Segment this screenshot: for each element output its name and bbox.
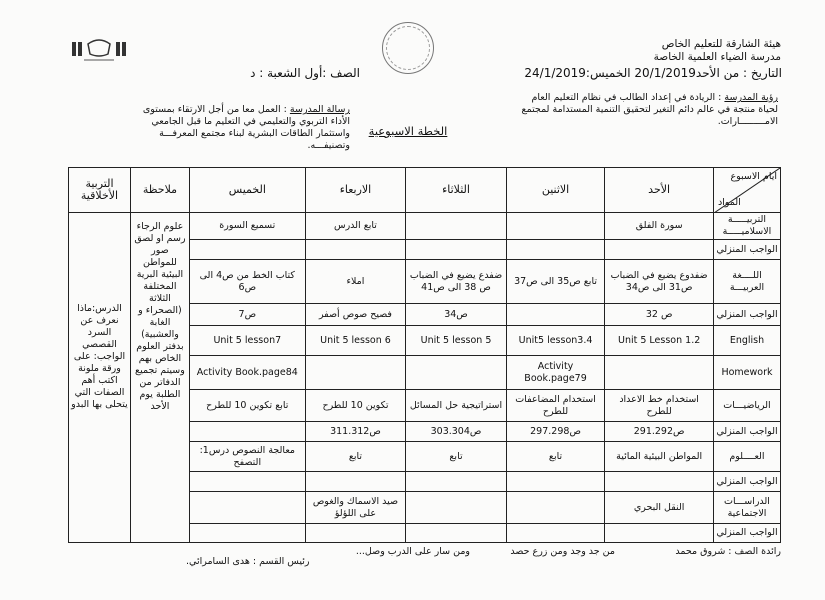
uae-emblem-logo bbox=[70, 38, 128, 64]
plan-cell: استراتيجية حل المسائل bbox=[406, 390, 507, 422]
plan-cell: Unit 5 Lesson 1.2 bbox=[605, 326, 714, 356]
plan-cell bbox=[189, 472, 305, 492]
school-mission bbox=[138, 104, 350, 152]
plan-cell: تابع ص35 الى ص37 bbox=[506, 260, 605, 304]
plan-cell bbox=[189, 524, 305, 543]
mission-text: : العمل معا من أجل الارتقاء بمستوى الأداء التربوي والتعليمي في التعليم ما قبل الجامعي واستثمار الطاقات البشرية لبناء مجتمع المعرفـــة وتصنيفـــه. bbox=[142, 104, 350, 151]
plan-cell: استخدام خط الاعداد للطرح bbox=[605, 390, 714, 422]
plan-cell: تكوين 10 للطرح bbox=[305, 390, 406, 422]
plan-cell: استخدام المضاعفات للطرح bbox=[506, 390, 605, 422]
plan-cell: سورة الفلق bbox=[605, 213, 714, 240]
plan-cell bbox=[506, 472, 605, 492]
plan-cell bbox=[189, 422, 305, 442]
plan-cell bbox=[305, 356, 406, 390]
subject-cell: الدراســـات الاجتماعية bbox=[713, 492, 780, 524]
plan-cell: كتاب الخط من ص4 الى ص6 bbox=[189, 260, 305, 304]
corner-subjects-label: المواد bbox=[717, 197, 741, 208]
mission-label: رسالة المدرسة bbox=[289, 104, 350, 115]
plan-cell bbox=[506, 213, 605, 240]
plan-cell: تابع تكوين 10 للطرح bbox=[189, 390, 305, 422]
plan-cell: Unit 5 lesson 6 bbox=[305, 326, 406, 356]
subject-cell: الواجب المنزلي bbox=[713, 472, 780, 492]
plan-cell bbox=[605, 524, 714, 543]
day-header-wednesday: الاربعاء bbox=[305, 168, 406, 213]
date-range: التاريخ : من الأحد20/1/2019 الخميس:24/1/2019 bbox=[524, 66, 782, 80]
plan-cell: Activity Book.page84 bbox=[189, 356, 305, 390]
plan-cell: ص311.312 bbox=[305, 422, 406, 442]
plan-cell: Unit 5 lesson7 bbox=[189, 326, 305, 356]
moral-education-cell: الدرس:ماذا نعرف عن السرد القصصي الواجب: على ورقة ملونة اكتب أهم الصفات التي يتحلى بها البدو bbox=[69, 213, 131, 543]
plan-cell bbox=[406, 240, 507, 260]
subject-cell: English bbox=[713, 326, 780, 356]
school-name: مدرسة الضياء العلمية الخاصة bbox=[653, 51, 781, 63]
plan-cell: ص 32 bbox=[605, 304, 714, 326]
school-vision bbox=[510, 92, 778, 128]
plan-cell: ص7 bbox=[189, 304, 305, 326]
day-header-sunday: الأحد bbox=[605, 168, 714, 213]
class-teacher: رائدة الصف : شروق محمد bbox=[675, 546, 781, 557]
plan-cell bbox=[605, 240, 714, 260]
table-header-row bbox=[69, 168, 781, 213]
day-header-thursday: الخميس bbox=[189, 168, 305, 213]
plan-cell: املاء bbox=[305, 260, 406, 304]
department-head: رئيس القسم : هدى السامرائي. bbox=[186, 556, 310, 567]
plan-cell bbox=[506, 240, 605, 260]
subject-cell: الواجب المنزلي bbox=[713, 524, 780, 543]
plan-cell bbox=[189, 492, 305, 524]
plan-cell: النقل البحري bbox=[605, 492, 714, 524]
plan-cell: المواطن البيئية المائية bbox=[605, 442, 714, 472]
weekly-plan-table bbox=[68, 167, 781, 543]
moral-education-header: التربية الأخلاقية bbox=[69, 168, 131, 213]
corner-days-label: ايام الاسبوع bbox=[730, 171, 777, 182]
plan-cell bbox=[305, 472, 406, 492]
subject-cell: Homework bbox=[713, 356, 780, 390]
table-row bbox=[69, 213, 781, 240]
plan-cell: معالجة النصوص درس1: التصفح bbox=[189, 442, 305, 472]
plan-cell bbox=[605, 472, 714, 492]
vision-label: رؤية المدرسة bbox=[724, 92, 778, 103]
plan-cell: ص303.304 bbox=[406, 422, 507, 442]
corner-header-cell bbox=[713, 168, 780, 213]
proverb-first: من جد وجد ومن زرع حصد bbox=[510, 546, 615, 557]
plan-cell bbox=[406, 472, 507, 492]
plan-cell: ص297.298 bbox=[506, 422, 605, 442]
day-header-monday: الاثنين bbox=[506, 168, 605, 213]
school-header bbox=[541, 38, 781, 64]
plan-cell: Unit5 lesson3.4 bbox=[506, 326, 605, 356]
plan-cell: تابع bbox=[506, 442, 605, 472]
subject-cell: الواجب المنزلي bbox=[713, 304, 780, 326]
subject-cell: التربيـــــة الاسلاميـــــة bbox=[713, 213, 780, 240]
plan-cell bbox=[506, 524, 605, 543]
plan-cell bbox=[406, 524, 507, 543]
proverb-second: ومن سار على الدرب وصل... bbox=[355, 546, 470, 557]
plan-cell: تابع الدرس bbox=[305, 213, 406, 240]
plan-cell bbox=[406, 213, 507, 240]
subject-cell: العــــلوم bbox=[713, 442, 780, 472]
plan-cell: تسميع السورة bbox=[189, 213, 305, 240]
subject-cell: الواجب المنزلي bbox=[713, 422, 780, 442]
plan-cell: ضفدوع يضيع في الضباب ص31 الى ص34 bbox=[605, 260, 714, 304]
subject-cell: اللــــغة العربيـــة bbox=[713, 260, 780, 304]
plan-cell: صيد الاسماك والغوص على اللؤلؤ bbox=[305, 492, 406, 524]
plan-cell bbox=[406, 492, 507, 524]
seal-inner-ring bbox=[386, 26, 430, 70]
plan-cell: تابع bbox=[406, 442, 507, 472]
notes-header: ملاحظة bbox=[131, 168, 190, 213]
plan-cell bbox=[506, 304, 605, 326]
day-header-tuesday: الثلاثاء bbox=[406, 168, 507, 213]
plan-cell bbox=[305, 524, 406, 543]
authority-name: هيئة الشارقة للتعليم الخاص bbox=[661, 38, 781, 50]
notes-cell: علوم الرجاء رسم او لصق صور للمواطن البيئية البرية المختلفة الثلاثة (الصحراء و الغابة والعشبية) بدفتر العلوم الخاص بهم وسيتم تجميع الدفاتر من الطلبة يوم الأحد bbox=[131, 213, 190, 543]
plan-cell: ضفدع يضيع في الضباب ص 38 الى ص41 bbox=[406, 260, 507, 304]
plan-cell: ص291.292 bbox=[605, 422, 714, 442]
plan-cell bbox=[189, 240, 305, 260]
vision-text: : الريادة في إعداد الطالب في نظام التعليم العام لحياة منتجة في عالم دائم التغير لتحقيق التنمية المستدامة لمجتمع الامـــــــــارات. bbox=[521, 92, 778, 127]
plan-cell: Activity Book.page79 bbox=[506, 356, 605, 390]
plan-title: الخطة الاسبوعية bbox=[368, 124, 448, 138]
plan-cell bbox=[605, 356, 714, 390]
plan-cell: تابع bbox=[305, 442, 406, 472]
plan-cell: ص34 bbox=[406, 304, 507, 326]
class-section: الصف :أول الشعبة : د bbox=[250, 66, 360, 80]
plan-cell: Unit 5 lesson 5 bbox=[406, 326, 507, 356]
plan-cell bbox=[406, 356, 507, 390]
plan-cell bbox=[305, 240, 406, 260]
plan-cell: فصيح صوص أصفر bbox=[305, 304, 406, 326]
plan-cell bbox=[506, 492, 605, 524]
subject-cell: الرياضيـــات bbox=[713, 390, 780, 422]
subject-cell: الواجب المنزلي bbox=[713, 240, 780, 260]
